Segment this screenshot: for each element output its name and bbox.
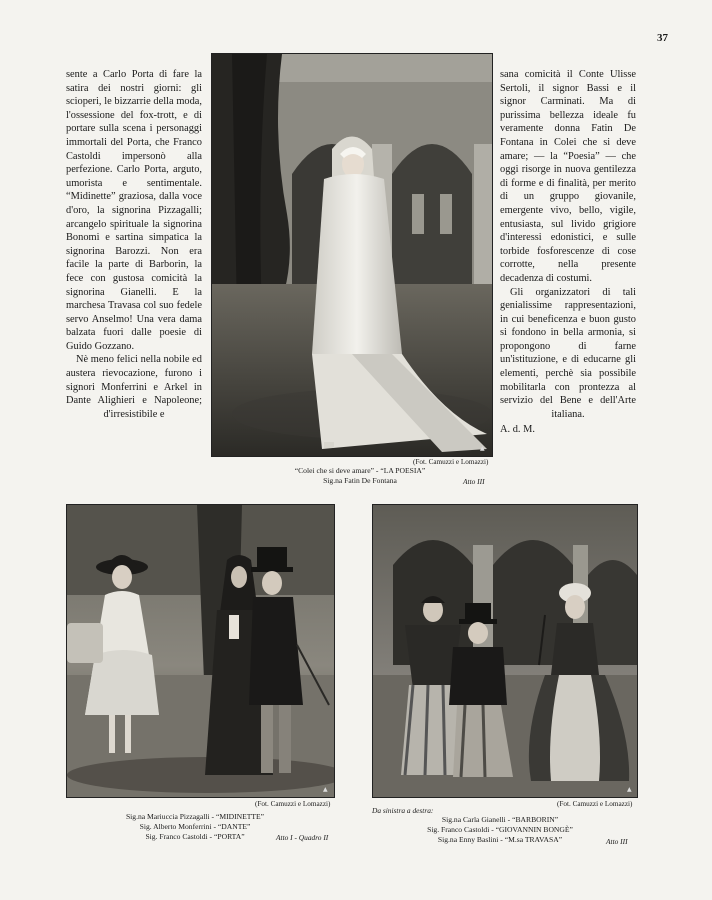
main-caption-title: “Colei che si deve amare” - “LA POESIA”: [294, 466, 426, 475]
caption-line-barborin: Sig.na Carla Gianelli - “BARBORIN”: [441, 815, 559, 824]
bottom-right-photo-credit: (Fot. Camuzzi e Lomazzi): [557, 800, 633, 808]
bottom-right-photo: [372, 504, 638, 798]
svg-text:▲: ▲: [323, 786, 328, 793]
author-signature: A. d. M.: [500, 424, 535, 436]
main-photo-credit: (Fot. Camuzzi e Lomazzi): [413, 458, 489, 466]
bottom-right-caption: [410, 815, 590, 845]
bottom-left-photo-image: [67, 505, 334, 797]
caption-line-dante: Sig. Alberto Monferrini - “DANTE”: [139, 822, 251, 831]
main-photo-caption: [245, 466, 475, 486]
right-paragraph-1: sana comicità il Conte Ulisse Sertoli, il signor Bassi e il signor Carminati. Ma di purissima bellezza ideale fu veramente donna Fatin De Fontana in Colei che si deve amare; — la “Poesia” — che oggi risorge in nuova gentilezza di forme e di finalità, per merito di un gruppo giovanile, emergente vivo, bello, vigile, entusiasta, sul livido grigiore d'interessi edonistici, e sulle torbide fosforescenze di cose corrotte, nella presente decadenza di costumi.: [500, 69, 636, 284]
bottom-left-photo-credit: (Fot. Camuzzi e Lomazzi): [255, 800, 331, 808]
left-paragraph-1: sente a Carlo Porta di fare la satira dei nostri giorni: gli scioperi, le bizzarrie della moda, l'ossessione del fox-trott, e di portare sulla scena i personaggi immortali del Porta, che Franco Castoldi impersonò alla perfezione. Carlo Porta, arguto, umorista e sentimentale. “Midinette” graziosa, dalla voce d'oro, la signorina Pizzagalli; arcangelo spirituale la signorina Bonomi e sartina simpatica la signorina Barozzi. Non era facile la parte di Barborin, la fece con gustosa comicità la signorina Gianelli. E la marchesa Travasa col suo fedele servo Anselmo! Una vera dama balzata fuori dalle poesie di Guido Gozzano.: [66, 69, 202, 352]
svg-text:▲: ▲: [627, 786, 632, 793]
right-paragraph-2: Gli organizzatori di tali genialissime rappresentazioni, in cui beneficenza e buon gusto si fondono in bella armonia, si propongono di farne un'istituzione, e di educarne gli elementi, perchè sia possibile mobilitarla con prontezza al servizio del Bene e dell'Arte italiana.: [500, 286, 636, 420]
caption-line-travasa: Sig.na Enny Baslini - “M.sa TRAVASA”: [437, 835, 563, 844]
page-number: 37: [657, 32, 668, 44]
main-photo: [211, 53, 493, 457]
left-paragraph-2: Nè meno felici nella nobile ed austera rievocazione, furono i signori Monferrini e Arkel in Dante Alighieri e Napoleone; d'irresistibile e: [66, 354, 202, 420]
caption-line-porta: Sig. Franco Castoldi - “PORTA”: [145, 832, 245, 841]
caption-line-giovannin: Sig. Franco Castoldi - “GIOVANNIN BONGÈ”: [427, 825, 573, 834]
bottom-left-act: Atto I - Quadro II: [276, 833, 329, 842]
bottom-left-photo: [66, 504, 335, 798]
bottom-right-intro: Da sinistra a destra:: [372, 806, 434, 815]
main-photo-image: [212, 54, 492, 456]
svg-text:▲: ▲: [480, 445, 485, 452]
bottom-left-caption: [110, 812, 280, 842]
bottom-right-photo-image: [373, 505, 637, 797]
caption-line-midinette: Sig.na Mariuccia Pizzagalli - “MIDINETTE”: [125, 812, 265, 821]
left-text-column: [66, 68, 202, 421]
main-photo-act: Atto III: [463, 477, 485, 486]
bottom-right-act: Atto III: [606, 837, 628, 846]
right-text-column: [500, 68, 636, 437]
main-caption-performer: Sig.na Fatin De Fontana: [323, 476, 397, 485]
